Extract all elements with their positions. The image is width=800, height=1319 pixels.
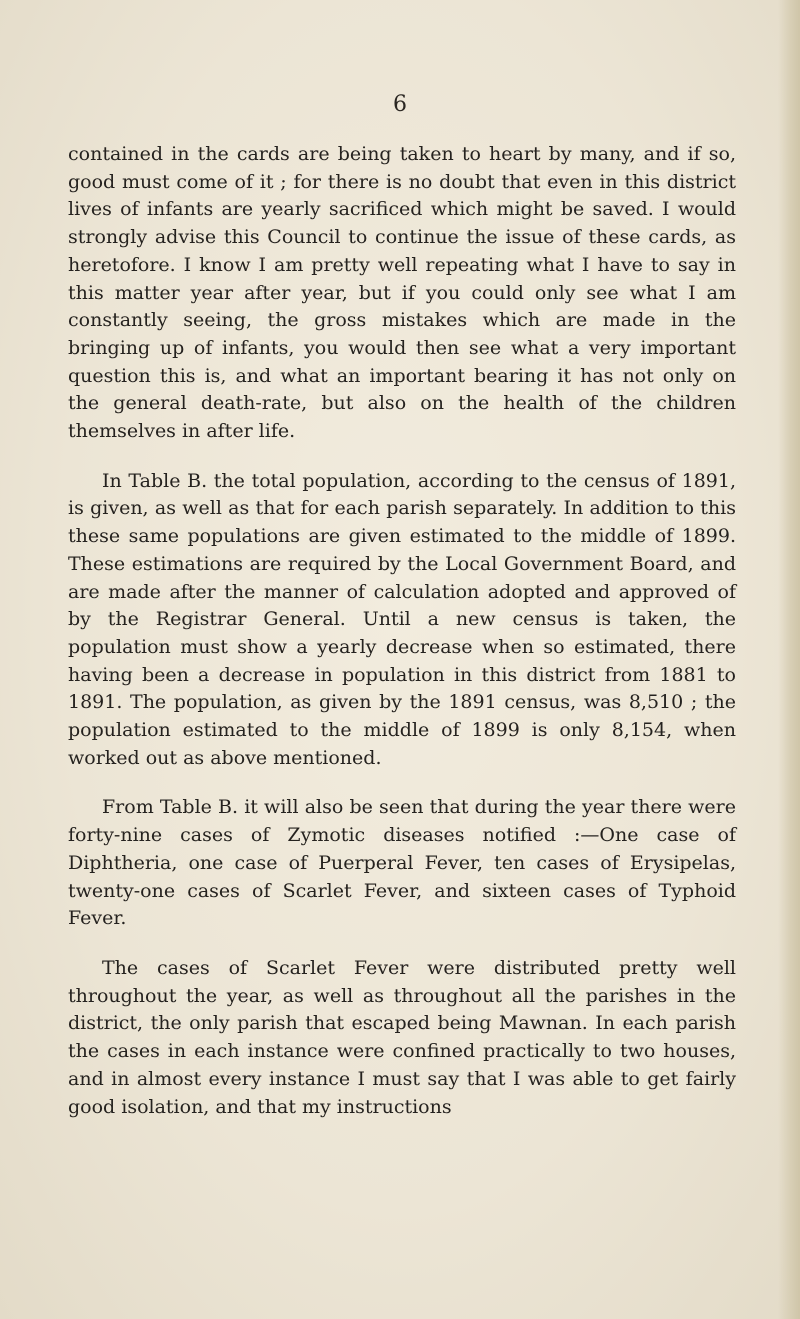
- paragraph-4: The cases of Scarlet Fever were distributed pretty well throughout the year, as well as throughout all the parishes in the district, the only parish that escaped being Mawnan. In each parish the cases in each instance were confined practically to two houses, and in almost every instance I must say that I was able to get fairly good isolation, and that my instructions: [68, 956, 736, 1118]
- paragraph-3: From Table B. it will also be seen that during the year there were forty-nine cases of Zymotic diseases notified :—One case of Diphtheria, one case of Puerperal Fever, ten cases of Erysipelas, twenty-one cases of Scarlet Fever, and sixteen cases of Typhoid Fever.: [68, 796, 736, 930]
- page-number: 6: [393, 92, 407, 117]
- page-edge-shadow: [778, 0, 800, 1319]
- paragraph-1: contained in the cards are being taken to heart by many, and if so, good must come of it ; for there is no doubt that even in this district lives of infants are yearly sacrificed which might be saved. I would strongly advise this Council to continue the issue of these cards, as heretofore. I know I am pretty well repeating what I have to say in this matter year after year, but if you could only see what I am constantly seeing, the gross mistakes which are made in the bringing up of infants, you would then see what a very important question this is, and what an important bearing it has not only on the general death-rate, but also on the health of the children themselves in after life.: [68, 143, 736, 443]
- paragraph-gap: [68, 772, 736, 794]
- paragraph-2: In Table B. the total population, according to the census of 1891, is given, as well as that for each parish separately. In addition to this these same populations are given estimated to the middle of 1899. These estimations are required by the Local Government Board, and are made after the manner of calculation adopted and approved of by the Registrar General. Until a new census is taken, the population must show a yearly decrease when so estimated, there having been a decrease in population in this district from 1881 to 1891. The population, as given by the 1891 census, was 8,510 ; the population estimated to the middle of 1899 is only 8,154, when worked out as above mentioned.: [68, 469, 736, 769]
- paragraph-gap: [68, 446, 736, 468]
- paragraph-gap: [68, 933, 736, 955]
- body-text: [68, 141, 736, 1121]
